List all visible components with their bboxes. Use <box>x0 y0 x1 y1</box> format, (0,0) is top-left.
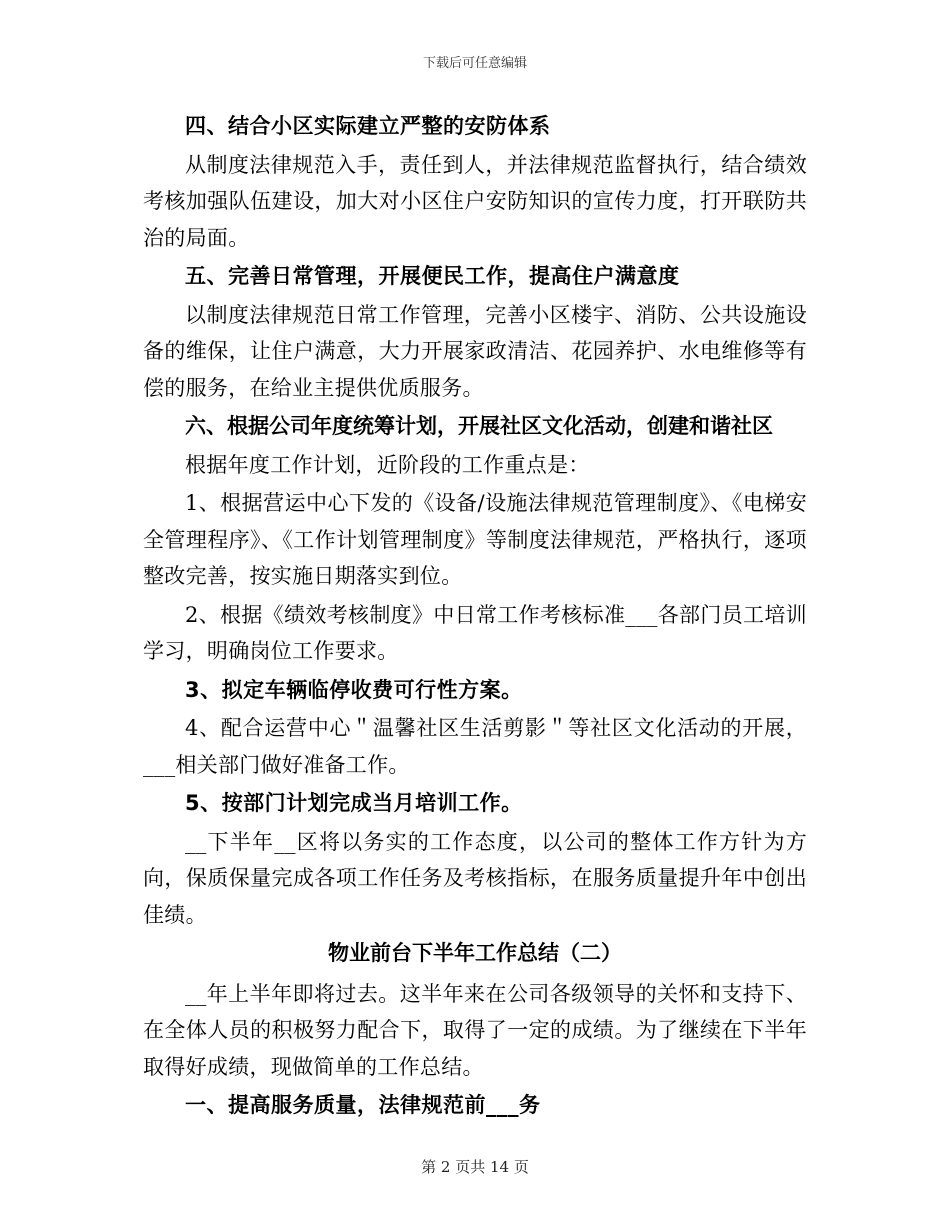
list-item-5: 5、按部门计划完成当月培训工作。 <box>185 791 523 815</box>
section-heading-4: 四、结合小区实际建立严整的安防体系 <box>185 114 551 138</box>
paragraph: __年上半年即将过去。这半年来在公司各级领导的关怀和支持下、在全体人员的积极努力配合下，取得了一定的成绩。为了继续在下半年取得好成绩，现做简单的工作总结。 <box>143 981 807 1079</box>
list-item-1: 1、根据营运中心下发的《设备/设施法律规范管理制度》、《电梯安全管理程序》、《工作计划管理制度》等制度法律规范，严格执行，逐项整改完善，按实施日期落实到位。 <box>143 491 807 588</box>
list-item-2: 2、根据《绩效考核制度》中日常工作考核标准___各部门员工培训学习，明确岗位工作要求。 <box>143 602 807 663</box>
section-heading-5: 五、完善日常管理，开展便民工作，提高住户满意度 <box>185 264 680 288</box>
page-header: 下载后可任意编辑 <box>422 56 527 71</box>
paragraph: 以制度法律规范日常工作管理，完善小区楼宇、消防、公共设施设备的维保，让住户满意，大力开展家政清洁、花园养护、水电维修等有偿的服务，在给业主提供优质服务。 <box>143 302 807 400</box>
section-heading-6: 六、根据公司年度统筹计划，开展社区文化活动，创建和谐社区 <box>185 414 773 438</box>
paragraph: 从制度法律规范入手，责任到人，并法律规范监督执行，结合绩效考核加强队伍建设，加大对小区住户安防知识的宣传力度，打开联防共治的局面。 <box>143 152 807 250</box>
list-item-4: 4、配合运营中心＂温馨社区生活剪影＂等社区文化活动的开展，___相关部门做好准备工作。 <box>143 716 807 777</box>
document-title: 物业前台下半年工作总结（二） <box>328 941 622 965</box>
paragraph: 根据年度工作计划，近阶段的工作重点是： <box>185 452 590 477</box>
section-heading-1: 一、提高服务质量，法律规范前___务 <box>185 1093 541 1117</box>
document-body <box>143 108 807 1126</box>
page-footer: 第 2 页共 14 页 <box>421 1158 529 1176</box>
paragraph: __下半年__区将以务实的工作态度，以公司的整体工作方针为方向，保质保量完成各项工作任务及考核指标，在服务质量提升年中创出佳绩。 <box>143 829 807 927</box>
list-item-3: 3、拟定车辆临停收费可行性方案。 <box>185 677 523 702</box>
